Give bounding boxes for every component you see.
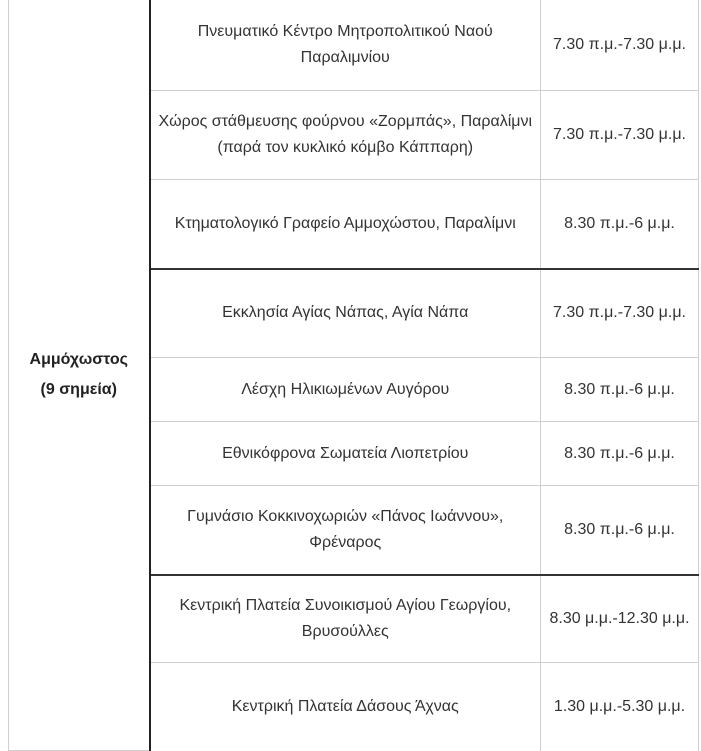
hours-cell: 8.30 π.μ.-6 μ.μ.	[541, 422, 699, 486]
location-cell: Εθνικόφρονα Σωματεία Λιοπετρίου	[150, 422, 541, 486]
hours-cell: 7.30 π.μ.-7.30 μ.μ.	[541, 269, 699, 358]
location-cell: Λέσχη Ηλικιωμένων Αυγόρου	[150, 358, 541, 422]
district-name: Αμμόχωστος	[29, 350, 128, 368]
hours-cell: 7.30 π.μ.-7.30 μ.μ.	[541, 0, 699, 91]
hours-cell: 1.30 μ.μ.-5.30 μ.μ.	[541, 663, 699, 751]
district-point-count: (9 σημεία)	[40, 380, 117, 398]
hours-cell: 8.30 π.μ.-6 μ.μ.	[541, 180, 699, 269]
location-cell: Κεντρική Πλατεία Συνοικισμού Αγίου Γεωργίου, Βρυσούλλες	[150, 575, 541, 663]
hours-cell: 7.30 π.μ.-7.30 μ.μ.	[541, 91, 699, 180]
location-cell: Χώρος στάθμευσης φούρνου «Ζορμπάς», Παραλίμνι (παρά τον κυκλικό κόμβο Κάππαρη)	[150, 91, 541, 180]
location-cell: Εκκλησία Αγίας Νάπας, Αγία Νάπα	[150, 269, 541, 358]
table-row	[9, 0, 699, 91]
location-cell: Κτηματολογικό Γραφείο Αμμοχώστου, Παραλίμνι	[150, 180, 541, 269]
district-cell	[9, 0, 150, 751]
location-cell: Πνευματικό Κέντρο Μητροπολιτικού Ναού Παραλιμνίου	[150, 0, 541, 91]
hours-cell: 8.30 μ.μ.-12.30 μ.μ.	[541, 575, 699, 663]
hours-cell: 8.30 π.μ.-6 μ.μ.	[541, 486, 699, 575]
hours-cell: 8.30 π.μ.-6 μ.μ.	[541, 358, 699, 422]
vaccination-points-table	[8, 0, 699, 751]
location-cell: Γυμνάσιο Κοκκινοχωριών «Πάνος Ιωάννου», Φρέναρος	[150, 486, 541, 575]
location-cell: Κεντρική Πλατεία Δάσους Άχνας	[150, 663, 541, 751]
schedule-table-container	[8, 0, 698, 750]
